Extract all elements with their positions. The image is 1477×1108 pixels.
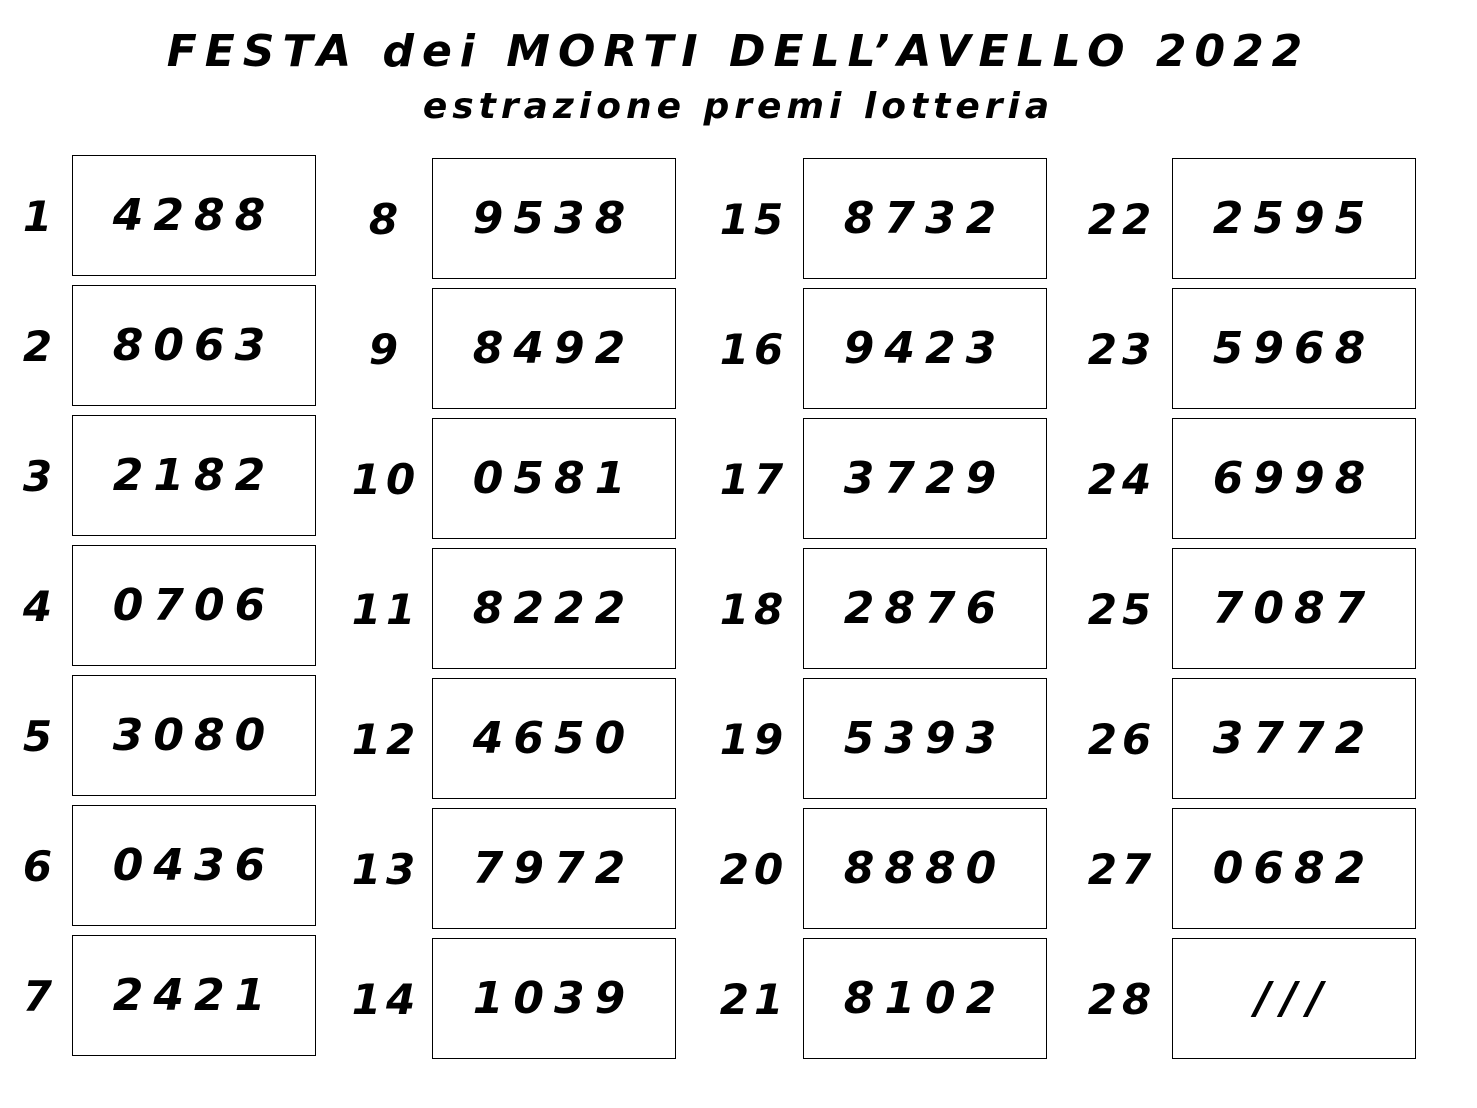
ticket-box: 8063 (72, 285, 316, 406)
ticket-box: 9423 (803, 288, 1047, 409)
ticket-box: 5393 (803, 678, 1047, 799)
prize-number: 27 (1087, 845, 1157, 894)
ticket-box: /// (1172, 938, 1416, 1059)
ticket-box: 6998 (1172, 418, 1416, 539)
prize-number: 3 (22, 452, 58, 501)
ticket-box: 8492 (432, 288, 676, 409)
ticket-box: 0581 (432, 418, 676, 539)
prize-number: 17 (719, 455, 789, 504)
prize-number: 6 (22, 842, 58, 891)
prize-number: 9 (368, 325, 404, 374)
prize-number: 25 (1087, 585, 1157, 634)
prize-number: 13 (351, 845, 421, 894)
page-title: FESTA dei MORTI DELL’AVELLO 2022 (166, 26, 1311, 77)
prize-number: 1 (22, 192, 58, 241)
ticket-box: 4650 (432, 678, 676, 799)
prize-number: 5 (22, 712, 58, 761)
ticket-box: 2595 (1172, 158, 1416, 279)
prize-number: 14 (351, 975, 421, 1024)
ticket-box: 4288 (72, 155, 316, 276)
prize-number: 20 (719, 845, 789, 894)
prize-number: 15 (719, 195, 789, 244)
prize-number: 18 (719, 585, 789, 634)
prize-number: 23 (1087, 325, 1157, 374)
ticket-box: 2182 (72, 415, 316, 536)
ticket-box: 8732 (803, 158, 1047, 279)
ticket-box: 8222 (432, 548, 676, 669)
prize-number: 24 (1087, 455, 1157, 504)
ticket-box: 3772 (1172, 678, 1416, 799)
prize-number: 16 (719, 325, 789, 374)
ticket-box: 8880 (803, 808, 1047, 929)
ticket-box: 0682 (1172, 808, 1416, 929)
prize-number: 10 (351, 455, 421, 504)
prize-number: 8 (368, 195, 404, 244)
page-subtitle: estrazione premi lotteria (422, 86, 1055, 127)
ticket-box: 3729 (803, 418, 1047, 539)
ticket-box: 0436 (72, 805, 316, 926)
ticket-box: 8102 (803, 938, 1047, 1059)
ticket-box: 2421 (72, 935, 316, 1056)
prize-number: 26 (1087, 715, 1157, 764)
ticket-box: 0706 (72, 545, 316, 666)
ticket-box: 7972 (432, 808, 676, 929)
prize-number: 2 (22, 322, 58, 371)
ticket-box: 3080 (72, 675, 316, 796)
prize-number: 19 (719, 715, 789, 764)
ticket-box: 5968 (1172, 288, 1416, 409)
ticket-box: 1039 (432, 938, 676, 1059)
prize-number: 11 (351, 585, 421, 634)
ticket-box: 7087 (1172, 548, 1416, 669)
prize-number: 22 (1087, 195, 1157, 244)
prize-number: 28 (1087, 975, 1157, 1024)
prize-number: 7 (22, 972, 58, 1021)
ticket-box: 9538 (432, 158, 676, 279)
prize-number: 12 (351, 715, 421, 764)
prize-number: 21 (719, 975, 789, 1024)
prize-number: 4 (22, 582, 58, 631)
ticket-box: 2876 (803, 548, 1047, 669)
